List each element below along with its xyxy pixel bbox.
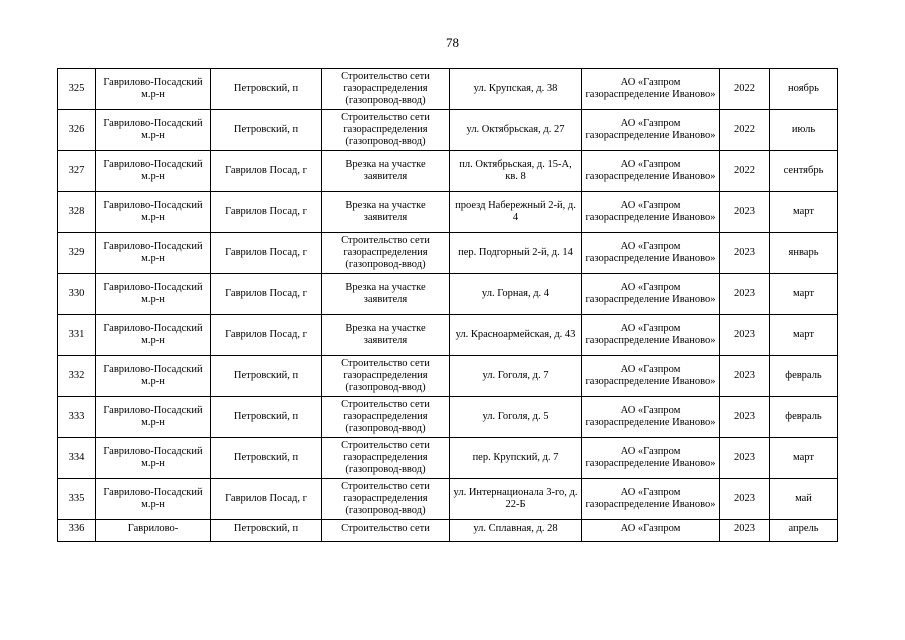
table-row [58, 397, 838, 438]
month-cell: март [770, 315, 838, 356]
row-number-cell: 332 [58, 356, 96, 397]
work-type-cell: Врезка на участке заявителя [322, 192, 450, 233]
table-row [58, 192, 838, 233]
row-number-cell: 331 [58, 315, 96, 356]
year-cell: 2023 [720, 397, 770, 438]
district-cell: Гаврилово-Посадский м.р-н [96, 192, 211, 233]
organization-cell: АО «Газпром газораспределение Иваново» [582, 69, 720, 110]
address-cell: ул. Сплавная, д. 28 [450, 520, 582, 542]
district-cell: Гаврилово-Посадский м.р-н [96, 438, 211, 479]
month-cell: июль [770, 110, 838, 151]
address-cell: ул. Гоголя, д. 5 [450, 397, 582, 438]
work-type-cell: Строительство сети [322, 520, 450, 542]
address-cell: ул. Гоголя, д. 7 [450, 356, 582, 397]
row-number-cell: 335 [58, 479, 96, 520]
locality-cell: Гаврилов Посад, г [211, 479, 322, 520]
organization-cell: АО «Газпром газораспределение Иваново» [582, 274, 720, 315]
year-cell: 2023 [720, 315, 770, 356]
work-type-cell: Врезка на участке заявителя [322, 274, 450, 315]
organization-cell: АО «Газпром [582, 520, 720, 542]
table-row [58, 233, 838, 274]
address-cell: ул. Интернационала 3-го, д. 22-Б [450, 479, 582, 520]
work-type-cell: Врезка на участке заявителя [322, 151, 450, 192]
table-row [58, 479, 838, 520]
district-cell: Гаврилово- [96, 520, 211, 542]
organization-cell: АО «Газпром газораспределение Иваново» [582, 151, 720, 192]
address-cell: ул. Крупская, д. 38 [450, 69, 582, 110]
locality-cell: Петровский, п [211, 520, 322, 542]
organization-cell: АО «Газпром газораспределение Иваново» [582, 110, 720, 151]
district-cell: Гаврилово-Посадский м.р-н [96, 274, 211, 315]
table-row [58, 110, 838, 151]
district-cell: Гаврилово-Посадский м.р-н [96, 151, 211, 192]
month-cell: март [770, 438, 838, 479]
district-cell: Гаврилово-Посадский м.р-н [96, 479, 211, 520]
organization-cell: АО «Газпром газораспределение Иваново» [582, 479, 720, 520]
district-cell: Гаврилово-Посадский м.р-н [96, 110, 211, 151]
year-cell: 2022 [720, 151, 770, 192]
month-cell: март [770, 192, 838, 233]
gas-connection-schedule-table [57, 68, 838, 542]
table-row [58, 438, 838, 479]
work-type-cell: Строительство сети газораспределения (газопровод-ввод) [322, 397, 450, 438]
year-cell: 2022 [720, 110, 770, 151]
locality-cell: Гаврилов Посад, г [211, 233, 322, 274]
organization-cell: АО «Газпром газораспределение Иваново» [582, 233, 720, 274]
row-number-cell: 325 [58, 69, 96, 110]
table-row [58, 274, 838, 315]
locality-cell: Петровский, п [211, 69, 322, 110]
row-number-cell: 328 [58, 192, 96, 233]
work-type-cell: Строительство сети газораспределения (газопровод-ввод) [322, 479, 450, 520]
work-type-cell: Строительство сети газораспределения (газопровод-ввод) [322, 110, 450, 151]
address-cell: ул. Горная, д. 4 [450, 274, 582, 315]
table-body [58, 69, 838, 542]
row-number-cell: 333 [58, 397, 96, 438]
month-cell: апрель [770, 520, 838, 542]
year-cell: 2023 [720, 274, 770, 315]
page-number: 78 [446, 35, 459, 50]
row-number-cell: 334 [58, 438, 96, 479]
locality-cell: Гаврилов Посад, г [211, 315, 322, 356]
month-cell: январь [770, 233, 838, 274]
organization-cell: АО «Газпром газораспределение Иваново» [582, 438, 720, 479]
district-cell: Гаврилово-Посадский м.р-н [96, 233, 211, 274]
district-cell: Гаврилово-Посадский м.р-н [96, 315, 211, 356]
organization-cell: АО «Газпром газораспределение Иваново» [582, 192, 720, 233]
address-cell: пер. Подгорный 2-й, д. 14 [450, 233, 582, 274]
month-cell: февраль [770, 397, 838, 438]
month-cell: сентябрь [770, 151, 838, 192]
year-cell: 2023 [720, 233, 770, 274]
locality-cell: Петровский, п [211, 356, 322, 397]
locality-cell: Петровский, п [211, 397, 322, 438]
district-cell: Гаврилово-Посадский м.р-н [96, 397, 211, 438]
table-row [58, 151, 838, 192]
address-cell: ул. Красноармейская, д. 43 [450, 315, 582, 356]
locality-cell: Гаврилов Посад, г [211, 192, 322, 233]
locality-cell: Петровский, п [211, 438, 322, 479]
organization-cell: АО «Газпром газораспределение Иваново» [582, 397, 720, 438]
row-number-cell: 330 [58, 274, 96, 315]
table-row [58, 356, 838, 397]
work-type-cell: Строительство сети газораспределения (газопровод-ввод) [322, 233, 450, 274]
address-cell: пл. Октябрьская, д. 15-А, кв. 8 [450, 151, 582, 192]
work-type-cell: Строительство сети газораспределения (газопровод-ввод) [322, 356, 450, 397]
locality-cell: Петровский, п [211, 110, 322, 151]
month-cell: февраль [770, 356, 838, 397]
row-number-cell: 336 [58, 520, 96, 542]
work-type-cell: Врезка на участке заявителя [322, 315, 450, 356]
locality-cell: Гаврилов Посад, г [211, 274, 322, 315]
month-cell: март [770, 274, 838, 315]
address-cell: пер. Крупский, д. 7 [450, 438, 582, 479]
row-number-cell: 329 [58, 233, 96, 274]
district-cell: Гаврилово-Посадский м.р-н [96, 356, 211, 397]
month-cell: ноябрь [770, 69, 838, 110]
year-cell: 2023 [720, 192, 770, 233]
year-cell: 2023 [720, 479, 770, 520]
year-cell: 2023 [720, 520, 770, 542]
district-cell: Гаврилово-Посадский м.р-н [96, 69, 211, 110]
table-row [58, 315, 838, 356]
row-number-cell: 327 [58, 151, 96, 192]
table-row [58, 69, 838, 110]
work-type-cell: Строительство сети газораспределения (газопровод-ввод) [322, 69, 450, 110]
row-number-cell: 326 [58, 110, 96, 151]
year-cell: 2023 [720, 438, 770, 479]
table-row [58, 520, 838, 542]
address-cell: ул. Октябрьская, д. 27 [450, 110, 582, 151]
organization-cell: АО «Газпром газораспределение Иваново» [582, 356, 720, 397]
organization-cell: АО «Газпром газораспределение Иваново» [582, 315, 720, 356]
address-cell: проезд Набережный 2-й, д. 4 [450, 192, 582, 233]
year-cell: 2023 [720, 356, 770, 397]
month-cell: май [770, 479, 838, 520]
year-cell: 2022 [720, 69, 770, 110]
work-type-cell: Строительство сети газораспределения (газопровод-ввод) [322, 438, 450, 479]
locality-cell: Гаврилов Посад, г [211, 151, 322, 192]
